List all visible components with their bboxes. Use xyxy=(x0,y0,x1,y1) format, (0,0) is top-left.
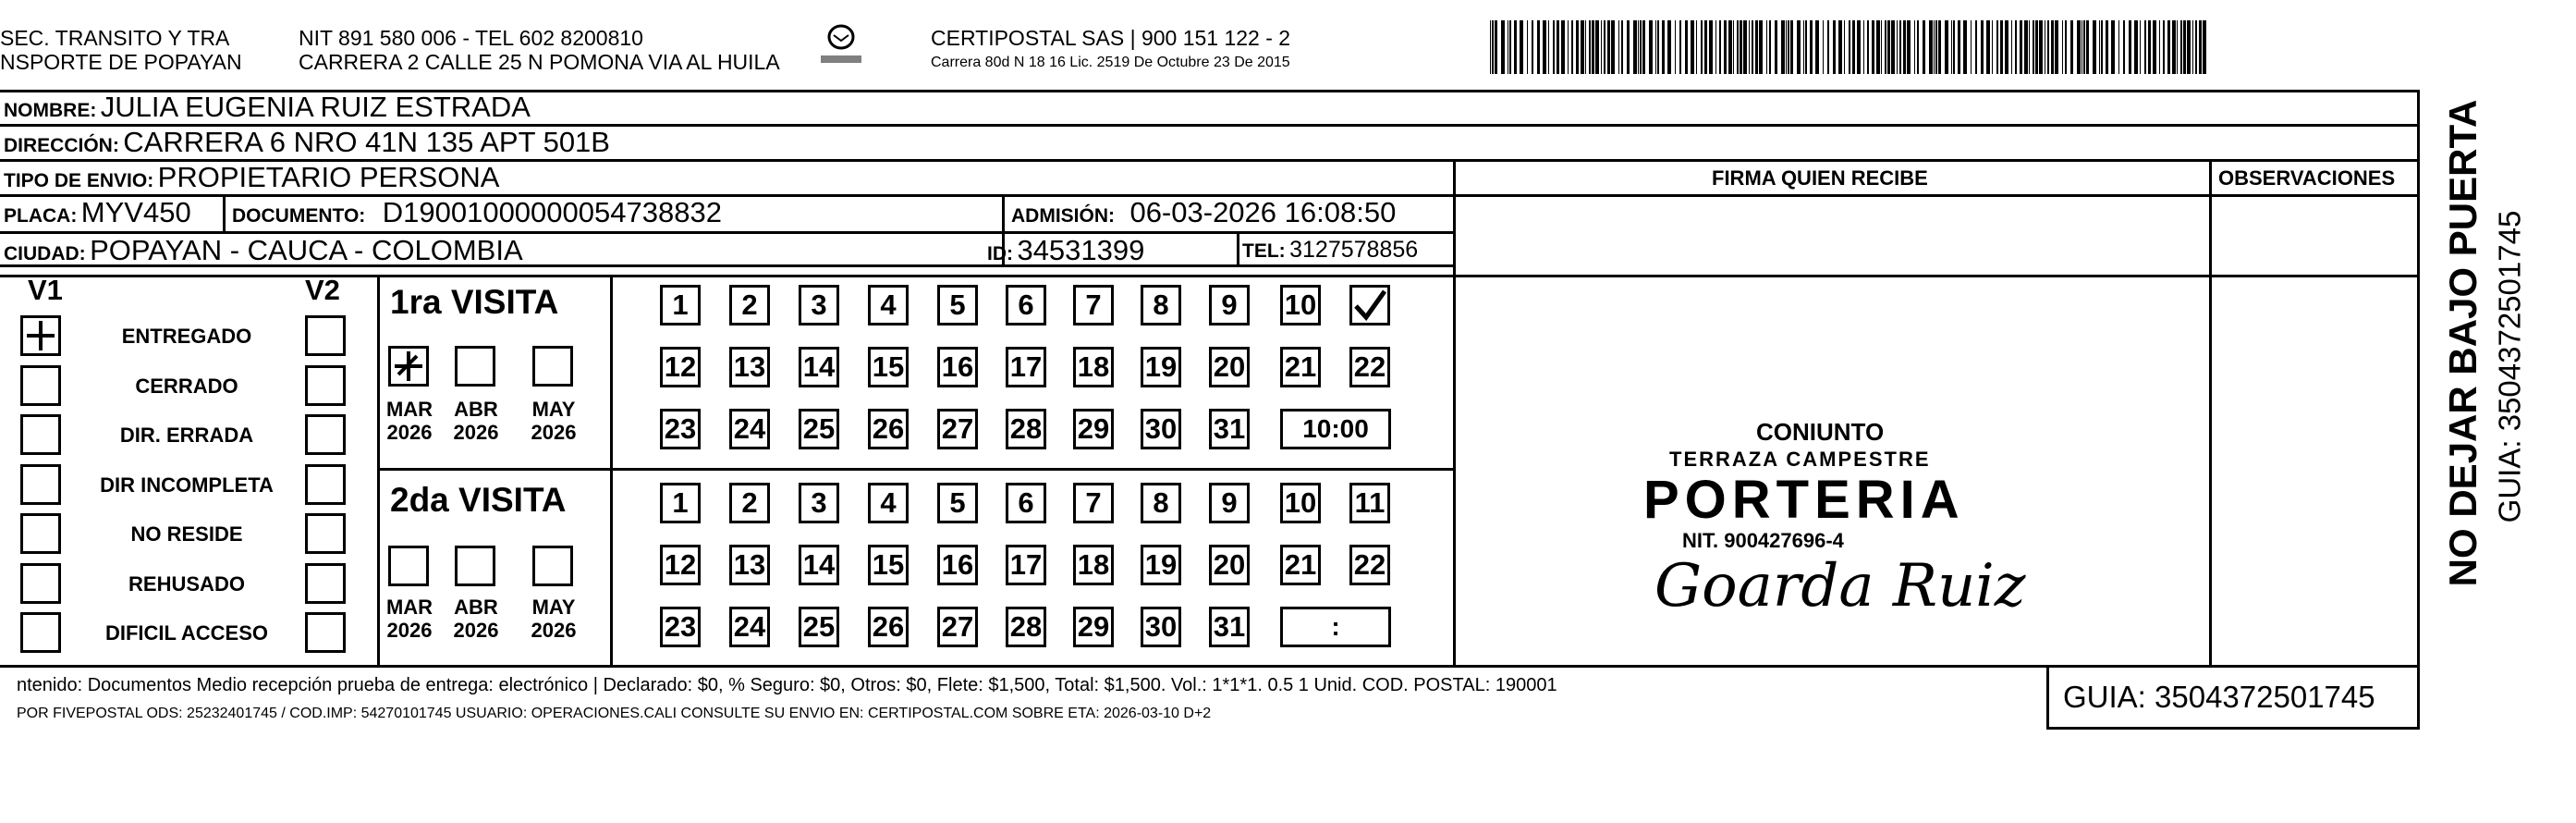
barcode-bar xyxy=(1891,20,1895,74)
day-cell[interactable]: 14 xyxy=(799,545,839,585)
barcode-bar xyxy=(1945,20,1948,74)
day-cell[interactable]: 15 xyxy=(868,347,909,387)
barcode-bar xyxy=(1743,20,1747,74)
tipo-envio-value: PROPIETARIO PERSONA xyxy=(157,161,500,193)
admision-label: ADMISIÓN: xyxy=(1011,205,1115,227)
day-cell[interactable]: 25 xyxy=(799,607,839,647)
barcode-bar xyxy=(1781,20,1785,74)
barcode-bar xyxy=(1788,20,1789,74)
day-cell[interactable]: 2 xyxy=(729,285,770,326)
day-cell[interactable]: 7 xyxy=(1073,483,1114,523)
barcode-bar xyxy=(1929,20,1933,74)
company-name: CERTIPOSTAL SAS | 900 151 122 - 2 xyxy=(931,26,1291,50)
barcode-bar xyxy=(2199,20,2202,74)
day-cell[interactable]: 13 xyxy=(729,347,770,387)
status-v2-checkbox[interactable] xyxy=(305,365,346,406)
status-label: ENTREGADO xyxy=(121,325,252,348)
day-cell[interactable]: 5 xyxy=(937,285,978,326)
placa-label: PLACA: xyxy=(4,205,78,227)
barcode-bar xyxy=(1790,20,1793,74)
barcode-bar xyxy=(2163,20,2165,74)
ciudad-label: CIUDAD: xyxy=(4,243,86,264)
day-cell[interactable]: 27 xyxy=(937,607,978,647)
barcode-bar xyxy=(2062,20,2063,74)
barcode-bar xyxy=(1571,20,1573,74)
barcode-bar xyxy=(1691,20,1694,74)
barcode xyxy=(1490,20,2211,74)
barcode-bar xyxy=(1642,20,1645,74)
barcode-bar xyxy=(1881,20,1882,74)
barcode-bar xyxy=(1520,20,1523,74)
sender-address: CARRERA 2 CALLE 25 N POMONA VIA AL HUILA xyxy=(299,50,780,74)
day-cell[interactable]: 20 xyxy=(1209,545,1250,585)
barcode-bar xyxy=(1514,20,1517,74)
day-cell[interactable]: 15 xyxy=(868,545,909,585)
day-cell[interactable]: 26 xyxy=(868,409,909,449)
barcode-bar xyxy=(1592,20,1594,74)
barcode-bar xyxy=(1685,20,1688,74)
day-cell[interactable]: 25 xyxy=(799,409,839,449)
barcode-bar xyxy=(2077,20,2081,74)
barcode-bar xyxy=(2055,20,2058,74)
month-label: ABR 2026 xyxy=(453,596,499,643)
day-cell[interactable]: 8 xyxy=(1141,285,1181,326)
day-cell[interactable]: 31 xyxy=(1209,607,1250,647)
day-cell[interactable]: 3 xyxy=(799,483,839,523)
day-cell[interactable]: 23 xyxy=(660,607,701,647)
day-cell[interactable]: 14 xyxy=(799,347,839,387)
day-cell[interactable]: 1 xyxy=(660,285,701,326)
status-label: NO RESIDE xyxy=(130,522,243,546)
month-checkbox[interactable] xyxy=(388,346,429,387)
barcode-bar xyxy=(1601,20,1602,74)
barcode-bar xyxy=(1857,20,1861,74)
barcode-bar xyxy=(1897,20,1898,74)
day-cell[interactable]: 10 xyxy=(1280,285,1321,326)
barcode-bar xyxy=(1849,20,1850,74)
sender-line-1: SEC. TRANSITO Y TRA xyxy=(0,26,230,50)
barcode-bar xyxy=(1704,20,1707,74)
barcode-bar xyxy=(2024,20,2028,74)
barcode-bar xyxy=(1803,20,1804,74)
barcode-bar xyxy=(1805,20,1807,74)
barcode-bar xyxy=(2099,20,2100,74)
barcode-bar xyxy=(1627,20,1630,74)
status-v2-checkbox[interactable] xyxy=(305,464,346,505)
check-mark-icon xyxy=(1352,288,1387,323)
barcode-bar xyxy=(1557,20,1559,74)
barcode-bar xyxy=(2039,20,2043,74)
barcode-bar xyxy=(1914,20,1915,74)
day-cell[interactable]: 12 xyxy=(660,347,701,387)
day-cell[interactable]: 22 xyxy=(1349,545,1390,585)
barcode-bar xyxy=(1810,20,1813,74)
signature: Goarda Ruiz xyxy=(1654,552,2026,620)
barcode-bar xyxy=(1607,20,1610,74)
barcode-bar xyxy=(1786,20,1787,74)
barcode-bar xyxy=(1769,20,1771,74)
barcode-bar xyxy=(1740,20,1742,74)
day-cell[interactable]: 28 xyxy=(1006,409,1046,449)
barcode-bar xyxy=(1986,20,1990,74)
placa-value: MYV450 xyxy=(80,196,191,228)
barcode-bar xyxy=(2047,20,2049,74)
barcode-bar xyxy=(1876,20,1880,74)
barcode-bar xyxy=(2123,20,2125,74)
barcode-bar xyxy=(1951,20,1952,74)
day-cell[interactable]: 11 xyxy=(1349,483,1390,523)
receiver-stamp xyxy=(1627,407,2107,629)
barcode-bar xyxy=(1728,20,1732,74)
barcode-bar xyxy=(2086,20,2089,74)
barcode-bar xyxy=(2203,20,2206,74)
day-cell[interactable]: 22 xyxy=(1349,347,1390,387)
side-guia: GUIA: 3504372501745 xyxy=(2492,210,2527,523)
barcode-bar xyxy=(1934,20,1935,74)
nombre-label: NOMBRE: xyxy=(4,100,97,121)
barcode-icon xyxy=(1490,20,2211,74)
day-cell[interactable]: 16 xyxy=(937,545,978,585)
barcode-bar xyxy=(2111,20,2115,74)
barcode-bar xyxy=(1903,20,1906,74)
barcode-bar xyxy=(1992,20,1993,74)
barcode-bar xyxy=(1935,20,1937,74)
barcode-bar xyxy=(1490,20,1491,74)
barcode-bar xyxy=(1527,20,1528,74)
stamp-line-4: NIT. 900427696-4 xyxy=(1682,529,1844,552)
barcode-bar xyxy=(1657,20,1659,74)
barcode-bar xyxy=(1885,20,1886,74)
day-cell[interactable]: 19 xyxy=(1141,545,1181,585)
day-cell[interactable]: 8 xyxy=(1141,483,1181,523)
barcode-bar xyxy=(1752,20,1753,74)
barcode-bar xyxy=(1737,20,1739,74)
barcode-bar xyxy=(2148,20,2151,74)
barcode-bar xyxy=(1953,20,1955,74)
barcode-bar xyxy=(1827,20,1829,74)
status-v2-checkbox[interactable] xyxy=(305,315,346,356)
id-label: ID: xyxy=(987,243,1013,264)
direccion-label: DIRECCIÓN: xyxy=(4,135,119,156)
barcode-bar xyxy=(1975,20,1977,74)
day-cell[interactable]: 17 xyxy=(1006,347,1046,387)
month-label: MAY 2026 xyxy=(531,596,577,643)
day-cell[interactable]: 9 xyxy=(1209,285,1250,326)
month-label: MAY 2026 xyxy=(531,398,577,445)
stamp-line-3: PORTERIA xyxy=(1643,470,1965,530)
barcode-bar xyxy=(2153,20,2156,74)
direccion-value: CARRERA 6 NRO 41N 135 APT 501B xyxy=(123,126,610,158)
day-cell[interactable]: 4 xyxy=(868,483,909,523)
barcode-bar xyxy=(1715,20,1716,74)
status-label: REHUSADO xyxy=(128,571,245,596)
barcode-bar xyxy=(1838,20,1842,74)
day-cell[interactable]: 17 xyxy=(1006,545,1046,585)
barcode-bar xyxy=(1543,20,1546,74)
barcode-bar xyxy=(2172,20,2176,74)
certipostal-logo xyxy=(813,20,869,68)
status-label: CERRADO xyxy=(135,374,238,398)
day-cell[interactable]: 13 xyxy=(729,545,770,585)
barcode-bar xyxy=(1561,20,1565,74)
barcode-bar xyxy=(2093,20,2096,74)
barcode-bar xyxy=(1576,20,1579,74)
day-cell[interactable]: 3 xyxy=(799,285,839,326)
second-visit-title: 2da VISITA xyxy=(390,481,567,519)
barcode-bar xyxy=(1585,20,1586,74)
day-cell[interactable]: 1 xyxy=(660,483,701,523)
barcode-bar xyxy=(1655,20,1656,74)
day-cell[interactable]: 4 xyxy=(868,285,909,326)
barcode-bar xyxy=(2005,20,2008,74)
firma-header: FIRMA QUIEN RECIBE xyxy=(1712,166,1928,190)
barcode-bar xyxy=(1833,20,1836,74)
company-license: Carrera 80d N 18 16 Lic. 2519 De Octubre 23 De 2015 xyxy=(931,55,1290,70)
barcode-bar xyxy=(1755,20,1758,74)
month-checkbox[interactable] xyxy=(532,346,573,387)
stamp-line-2: TERRAZA CAMPESTRE xyxy=(1669,448,1931,471)
day-cell[interactable]: 26 xyxy=(868,607,909,647)
barcode-bar xyxy=(1621,20,1623,74)
barcode-bar xyxy=(1640,20,1642,74)
day-cell[interactable]: 29 xyxy=(1073,607,1114,647)
status-v2-checkbox[interactable] xyxy=(305,612,346,653)
observaciones-header: OBSERVACIONES xyxy=(2218,166,2396,190)
barcode-bar xyxy=(1604,20,1605,74)
status-label: DIR INCOMPLETA xyxy=(100,473,274,497)
barcode-bar xyxy=(2051,20,2054,74)
barcode-bar xyxy=(1899,20,1901,74)
barcode-bar xyxy=(1662,20,1665,74)
barcode-bar xyxy=(2187,20,2191,74)
barcode-bar xyxy=(1775,20,1777,74)
barcode-bar xyxy=(1907,20,1911,74)
v2-label: V2 xyxy=(305,274,340,306)
guia-number: GUIA: 3504372501745 xyxy=(2063,680,2375,714)
barcode-bar xyxy=(1917,20,1919,74)
status-v2-checkbox[interactable] xyxy=(305,513,346,554)
month-checkbox[interactable] xyxy=(455,546,495,586)
barcode-bar xyxy=(1679,20,1681,74)
day-cell[interactable]: 19 xyxy=(1141,347,1181,387)
barcode-bar xyxy=(2134,20,2138,74)
barcode-bar xyxy=(1867,20,1869,74)
cross-mark-icon xyxy=(391,349,426,384)
barcode-bar xyxy=(2140,20,2141,74)
month-checkbox[interactable] xyxy=(455,346,495,387)
nombre-value: JULIA EUGENIA RUIZ ESTRADA xyxy=(100,91,531,123)
barcode-bar xyxy=(1532,20,1533,74)
barcode-bar xyxy=(2167,20,2170,74)
side-warning: NO DEJAR BAJO PUERTA xyxy=(2441,99,2484,587)
barcode-bar xyxy=(2118,20,2119,74)
stamp-line-1: CONIUNTO xyxy=(1756,418,1885,446)
barcode-bar xyxy=(1958,20,1960,74)
barcode-bar xyxy=(1492,20,1494,74)
barcode-bar xyxy=(2015,20,2017,74)
day-cell[interactable]: 18 xyxy=(1073,545,1114,585)
barcode-bar xyxy=(1633,20,1637,74)
day-cell[interactable]: 30 xyxy=(1141,409,1181,449)
day-cell[interactable]: 7 xyxy=(1073,285,1114,326)
barcode-bar xyxy=(1611,20,1615,74)
barcode-bar xyxy=(2144,20,2146,74)
barcode-bar xyxy=(2180,20,2182,74)
day-cell[interactable]: 21 xyxy=(1280,545,1321,585)
barcode-bar xyxy=(1815,20,1819,74)
barcode-bar xyxy=(1675,20,1676,74)
barcode-bar xyxy=(1797,20,1801,74)
barcode-bar xyxy=(1553,20,1555,74)
barcode-bar xyxy=(1595,20,1599,74)
time-field[interactable]: 10:00 xyxy=(1280,409,1391,449)
day-cell[interactable]: 5 xyxy=(937,483,978,523)
barcode-bar xyxy=(1938,20,1941,74)
day-cell[interactable]: 24 xyxy=(729,409,770,449)
barcode-bar xyxy=(1923,20,1925,74)
barcode-bar xyxy=(1981,20,1984,74)
day-cell[interactable]: 6 xyxy=(1006,285,1046,326)
tel-value: 3127578856 xyxy=(1289,237,1419,263)
month-label: MAR 2026 xyxy=(385,398,433,445)
barcode-bar xyxy=(2106,20,2108,74)
barcode-bar xyxy=(2101,20,2103,74)
barcode-bar xyxy=(2029,20,2030,74)
day-cell[interactable]: 23 xyxy=(660,409,701,449)
barcode-bar xyxy=(1667,20,1671,74)
day-cell[interactable]: 12 xyxy=(660,545,701,585)
barcode-bar xyxy=(1618,20,1619,74)
footer-contents: ntenido: Documentos Medio recepción prueba de entrega: electrónico | Declarado: $0, % Seguro: $0, Otros: $0, Flete: $1,500, Total: $1,500. Vol.: 1*1*1. 0.5 1 Unid. COD. POSTAL: 190001 xyxy=(17,675,1557,695)
barcode-bar xyxy=(1766,20,1767,74)
tel-label: TEL: xyxy=(1242,240,1286,262)
admision-value: 06-03-2026 16:08:50 xyxy=(1129,196,1397,228)
ciudad-value: POPAYAN - CAUCA - COLOMBIA xyxy=(90,234,523,266)
barcode-bar xyxy=(1501,20,1505,74)
status-label: DIR. ERRADA xyxy=(119,424,254,447)
barcode-bar xyxy=(1887,20,1890,74)
sender-nit: NIT 891 580 006 - TEL 602 8200810 xyxy=(299,26,643,50)
barcode-bar xyxy=(1719,20,1721,74)
barcode-bar xyxy=(2000,20,2003,74)
barcode-bar xyxy=(1589,20,1591,74)
time-field[interactable]: : xyxy=(1280,607,1391,647)
barcode-bar xyxy=(1963,20,1967,74)
status-v2-checkbox[interactable] xyxy=(305,414,346,455)
barcode-bar xyxy=(1709,20,1713,74)
barcode-bar xyxy=(1495,20,1497,74)
day-cell[interactable]: 28 xyxy=(1006,607,1046,647)
day-cell[interactable]: 9 xyxy=(1209,483,1250,523)
barcode-bar xyxy=(2083,20,2085,74)
day-cell[interactable]: 29 xyxy=(1073,409,1114,449)
day-cell[interactable]: 27 xyxy=(937,409,978,449)
barcode-bar xyxy=(1568,20,1569,74)
barcode-bar xyxy=(1548,20,1549,74)
day-cell[interactable]: 6 xyxy=(1006,483,1046,523)
barcode-bar xyxy=(1844,20,1845,74)
v1-label: V1 xyxy=(28,274,63,306)
barcode-bar xyxy=(1759,20,1763,74)
side-notice xyxy=(2422,0,2570,666)
documento-label: DOCUMENTO: xyxy=(232,205,366,227)
day-cell[interactable]: 20 xyxy=(1209,347,1250,387)
barcode-bar xyxy=(1724,20,1727,74)
day-cell[interactable] xyxy=(1349,285,1390,326)
barcode-bar xyxy=(2177,20,2178,74)
barcode-bar xyxy=(1852,20,1855,74)
documento-value: D19001000000054738832 xyxy=(382,196,722,228)
first-visit-title: 1ra VISITA xyxy=(390,283,559,321)
barcode-bar xyxy=(1701,20,1703,74)
day-cell[interactable]: 16 xyxy=(937,347,978,387)
day-cell[interactable]: 2 xyxy=(729,483,770,523)
barcode-bar xyxy=(2195,20,2197,74)
barcode-bar xyxy=(2065,20,2067,74)
day-cell[interactable]: 18 xyxy=(1073,347,1114,387)
barcode-bar xyxy=(1537,20,1540,74)
month-checkbox[interactable] xyxy=(532,546,573,586)
status-v2-checkbox[interactable] xyxy=(305,563,346,604)
id-value: 34531399 xyxy=(1017,234,1145,266)
barcode-bar xyxy=(2159,20,2160,74)
barcode-bar xyxy=(2183,20,2186,74)
barcode-bar xyxy=(2070,20,2073,74)
barcode-bar xyxy=(1581,20,1584,74)
day-cell[interactable]: 30 xyxy=(1141,607,1181,647)
month-label: ABR 2026 xyxy=(453,398,499,445)
barcode-bar xyxy=(2192,20,2193,74)
barcode-bar xyxy=(1823,20,1824,74)
barcode-bar xyxy=(1696,20,1697,74)
day-cell[interactable]: 31 xyxy=(1209,409,1250,449)
status-label: DIFICIL ACCESO xyxy=(104,621,268,645)
barcode-bar xyxy=(1996,20,1998,74)
sender-line-2: NSPORTE DE POPAYAN xyxy=(0,50,242,74)
barcode-bar xyxy=(1638,20,1639,74)
barcode-bar xyxy=(2011,20,2012,74)
barcode-bar xyxy=(1971,20,1972,74)
barcode-bar xyxy=(2129,20,2131,74)
day-cell[interactable]: 21 xyxy=(1280,347,1321,387)
barcode-bar xyxy=(1863,20,1864,74)
barcode-bar xyxy=(1749,20,1750,74)
barcode-bar xyxy=(1733,20,1734,74)
day-cell[interactable]: 10 xyxy=(1280,483,1321,523)
month-checkbox[interactable] xyxy=(388,546,429,586)
barcode-bar xyxy=(1509,20,1511,74)
footer-tracking: POR FIVEPOSTAL ODS: 25232401745 / COD.IMP: 54270101745 USUARIO: OPERACIONES.CALI CONSULTE SU ENVIO EN: CERTIPOSTAL.COM SOBRE ETA: 2026-03-10 D+2 xyxy=(17,706,1212,721)
barcode-bar xyxy=(2035,20,2038,74)
barcode-bar xyxy=(2033,20,2034,74)
tipo-envio-label: TIPO DE ENVIO: xyxy=(4,170,154,191)
logo-icon xyxy=(813,20,869,68)
barcode-bar xyxy=(1872,20,1874,74)
day-cell[interactable]: 24 xyxy=(729,607,770,647)
barcode-bar xyxy=(2020,20,2022,74)
barcode-bar xyxy=(1649,20,1653,74)
month-label: MAR 2026 xyxy=(385,596,433,643)
